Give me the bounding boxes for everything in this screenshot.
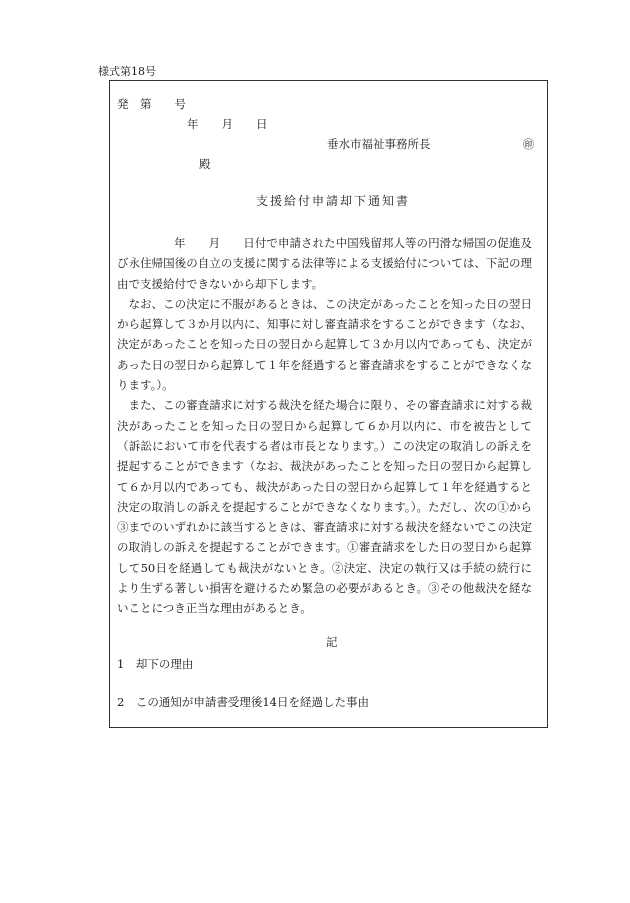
paragraph-application: 年 月 日付で申請された中国残留邦人等の円滑な帰国の促進及び永住帰国後の自立の支援に関する法律等による支援給付については、下記の理由で支援給付できないから却下します。 <box>117 236 532 291</box>
seal-mark: ㊞ <box>523 138 534 151</box>
paragraph-appeal: なお、この決定に不服があるときは、この決定があったことを知った日の翌日から起算して３か月以内に、知事に対し審査請求をすることができます（なお、決定があったことを知った日の翌日から起算して３か月以内であっても、決定があった日の翌日から起算して１年を経過すると審査請求をすることができなくなります。）。 <box>117 296 532 393</box>
ki-heading: 記 <box>326 635 338 649</box>
item-fourteen-day-reason: 2 この通知が申請書受理後14日を経過した事由 <box>117 695 369 709</box>
date-line: 年 月 日 <box>187 117 268 131</box>
issuer-name: 垂水市福祉事務所長 <box>327 137 431 151</box>
addressee-suffix: 殿 <box>199 157 211 171</box>
form-number: 様式第18号 <box>98 65 156 78</box>
paragraph-lawsuit: また、この審査請求に対する裁決を経た場合に限り、その審査請求に対する裁決があったことを知った日の翌日から起算して６か月以内に、市を被告として（訴訟において市を代表する者は市長となります。）この決定の取消しの訴えを提起することができます（なお、裁決があったことを知った日の翌日から起算して６か月以内であっても、裁決があった日の翌日から起算して１年を経過すると決定の取消しの訴えを提起することができなくなります。）。ただし、次の①から③までのいずれかに該当するときは、審査請求に対する裁決を経ないでこの決定の取消しの訴えを提起することができます。①審査請求をした日の翌日から起算して50日を経過しても裁決がないとき。②決定、決定の執行又は手続の続行により生ずる著しい損害を避けるため緊急の必要があるとき。③その他裁決を経ないことにつき正当な理由があるとき。 <box>117 398 532 616</box>
item-rejection-reason: 1 却下の理由 <box>117 657 194 671</box>
notice-body <box>117 233 532 619</box>
document-title: 支援給付申請却下通知書 <box>256 194 411 208</box>
issue-number-label: 発 第 号 <box>117 97 186 111</box>
